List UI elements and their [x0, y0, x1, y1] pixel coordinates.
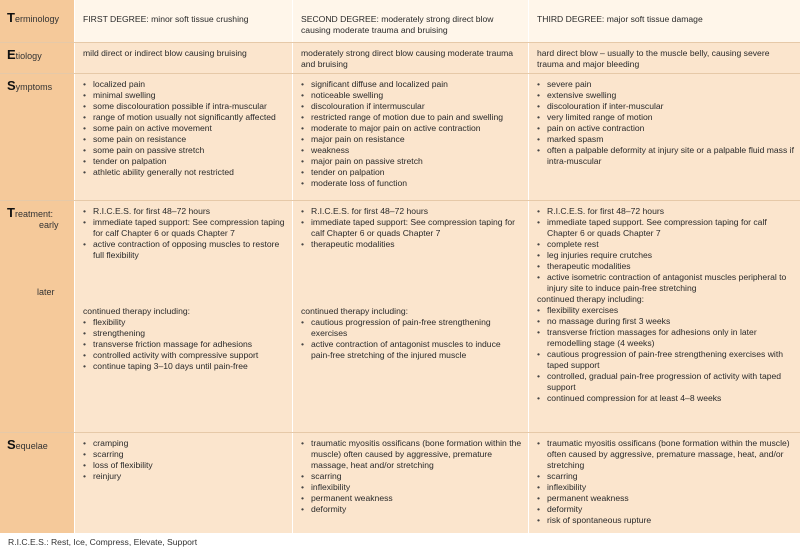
list-item: • continue taping 3–10 days until pain-free — [83, 361, 286, 372]
list-item: • pain on active contraction — [537, 123, 794, 134]
list-item: • tender on palpation — [83, 156, 286, 167]
cell-symptoms-second — [292, 74, 528, 200]
list-item: • flexibility — [83, 317, 286, 328]
list-item: • reinjury — [83, 471, 286, 482]
list-item: • cramping — [83, 438, 286, 449]
cell-treatment-first — [74, 201, 292, 432]
list-item: • discolouration if intermuscular — [301, 101, 522, 112]
list-item: • minimal swelling — [83, 90, 286, 101]
cell-symptoms-first — [74, 74, 292, 200]
symptoms-list — [301, 79, 522, 189]
sequelae-list — [83, 438, 286, 482]
list-item: • weakness — [301, 145, 522, 156]
list-item: • cautious progression of pain-free strengthening exercises — [301, 317, 522, 339]
list-item: • scarring — [301, 471, 522, 482]
later-intro: continued therapy including: — [537, 294, 645, 304]
list-item: • some pain on resistance — [83, 134, 286, 145]
cell-third-degree: THIRD DEGREE: major soft tissue damage — [528, 0, 800, 42]
list-item: • athletic ability generally not restricted — [83, 167, 286, 178]
list-item: • transverse friction massages for adhesions only in later remodelling stage (4 weeks) — [537, 327, 794, 349]
list-item: • often a palpable deformity at injury site or a palpable fluid mass if intra-muscular — [537, 145, 794, 167]
list-item: • traumatic myositis ossificans (bone formation within the muscle) often caused by aggressive, premature massage, heat and/or stretching — [301, 438, 522, 471]
list-item: • continued compression for at least 4–8 weeks — [537, 393, 794, 404]
symptoms-list — [83, 79, 286, 178]
list-item: • restricted range of motion due to pain and swelling — [301, 112, 522, 123]
treatment-later-list — [83, 317, 286, 372]
list-item: • no massage during first 3 weeks — [537, 316, 794, 327]
list-item: • active isometric contraction of antagonist muscles peripheral to injury site to induce pain-free stretching — [537, 272, 794, 294]
list-item: • risk of spontaneous rupture — [537, 515, 794, 526]
list-item: • R.I.C.E.S. for first 48–72 hours — [83, 206, 286, 217]
symptoms-list — [537, 79, 794, 167]
cell-sequelae-first — [74, 433, 292, 533]
row-header-treatment: Treatment: early later — [0, 201, 74, 432]
footnote: R.I.C.E.S.: Rest, Ice, Compress, Elevate, Support — [8, 537, 198, 547]
list-item: • controlled activity with compressive support — [83, 350, 286, 361]
list-item: • major pain on resistance — [301, 134, 522, 145]
list-item: • moderate loss of function — [301, 178, 522, 189]
row-header-etiology: Etiology — [0, 43, 74, 73]
row-etiology — [0, 43, 800, 74]
label-later: later — [37, 287, 55, 297]
row-sequelae — [0, 433, 800, 533]
list-item: • controlled, gradual pain-free progression of activity with taped support — [537, 371, 794, 393]
list-item: • immediate taped support. See compression taping for calf Chapter 6 or quads Chapter 7 — [537, 217, 794, 239]
list-item: • marked spasm — [537, 134, 794, 145]
list-item: • significant diffuse and localized pain — [301, 79, 522, 90]
list-item: • major pain on passive stretch — [301, 156, 522, 167]
row-symptoms — [0, 74, 800, 201]
cell-sequelae-third — [528, 433, 800, 533]
list-item: • moderate to major pain on active contraction — [301, 123, 522, 134]
list-item: • scarring — [83, 449, 286, 460]
row-terminology — [0, 0, 800, 43]
list-item: • some pain on passive stretch — [83, 145, 286, 156]
list-item: • some pain on active movement — [83, 123, 286, 134]
list-item: • loss of flexibility — [83, 460, 286, 471]
list-item: • inflexibility — [537, 482, 794, 493]
list-item: • flexibility exercises — [537, 305, 794, 316]
list-item: • deformity — [537, 504, 794, 515]
list-item: • R.I.C.E.S. for first 48–72 hours — [537, 206, 794, 217]
cell-second-degree: SECOND DEGREE: moderately strong direct blow causing moderate trauma and bruising — [292, 0, 528, 42]
sequelae-list — [537, 438, 794, 526]
treatment-early-list — [301, 206, 522, 250]
list-item: • therapeutic modalities — [301, 239, 522, 250]
list-item: • active contraction of antagonist muscles to induce pain-free stretching of the injured muscle — [301, 339, 522, 361]
cell-treatment-second — [292, 201, 528, 432]
list-item: • permanent weakness — [301, 493, 522, 504]
list-item: • R.I.C.E.S. for first 48–72 hours — [301, 206, 522, 217]
list-item: • range of motion usually not significantly affected — [83, 112, 286, 123]
cell-etiology-first: mild direct or indirect blow causing bruising — [74, 43, 292, 73]
list-item: • inflexibility — [301, 482, 522, 493]
list-item: • scarring — [537, 471, 794, 482]
list-item: • active contraction of opposing muscles to restore full flexibility — [83, 239, 286, 261]
treatment-early-list — [83, 206, 286, 261]
list-item: • complete rest — [537, 239, 794, 250]
row-treatment — [0, 201, 800, 433]
list-item: • discolouration if inter-muscular — [537, 101, 794, 112]
list-item: • immediate taped support: See compression taping for calf Chapter 6 or quads Chapter 7 — [301, 217, 522, 239]
list-item: • transverse friction massage for adhesions — [83, 339, 286, 350]
treatment-later-list — [537, 305, 794, 404]
row-header-sequelae: Sequelae — [0, 433, 74, 533]
row-header-terminology: Terminology — [0, 0, 74, 42]
cell-etiology-third: hard direct blow – usually to the muscle belly, causing severe trauma and major bleeding — [528, 43, 800, 73]
list-item: • immediate taped support: See compression taping for calf Chapter 6 or quads Chapter 7 — [83, 217, 286, 239]
list-item: • extensive swelling — [537, 90, 794, 101]
list-item: • noticeable swelling — [301, 90, 522, 101]
sequelae-list — [301, 438, 522, 515]
list-item: • cautious progression of pain-free strengthening exercises with taped support — [537, 349, 794, 371]
row-header-symptoms: Symptoms — [0, 74, 74, 200]
list-item: • tender on palpation — [301, 167, 522, 178]
list-item: • strengthening — [83, 328, 286, 339]
list-item: • localized pain — [83, 79, 286, 90]
label-early: early — [39, 220, 59, 230]
cell-etiology-second: moderately strong direct blow causing moderate trauma and bruising — [292, 43, 528, 73]
cell-treatment-third — [528, 201, 800, 432]
list-item: • deformity — [301, 504, 522, 515]
later-intro: continued therapy including: — [301, 306, 409, 316]
cell-symptoms-third — [528, 74, 800, 200]
list-item: • some discolouration possible if intra-muscular — [83, 101, 286, 112]
list-item: • severe pain — [537, 79, 794, 90]
list-item: • therapeutic modalities — [537, 261, 794, 272]
treatment-later-list — [301, 317, 522, 361]
treatment-early-list — [537, 206, 794, 294]
list-item: • permanent weakness — [537, 493, 794, 504]
cell-sequelae-second — [292, 433, 528, 533]
list-item: • leg injuries require crutches — [537, 250, 794, 261]
list-item: • very limited range of motion — [537, 112, 794, 123]
cell-first-degree: FIRST DEGREE: minor soft tissue crushing — [74, 0, 292, 42]
list-item: • traumatic myositis ossificans (bone formation within the muscle) often caused by aggressive, premature massage, heat, and/or stretching — [537, 438, 794, 471]
later-intro: continued therapy including: — [83, 306, 191, 316]
